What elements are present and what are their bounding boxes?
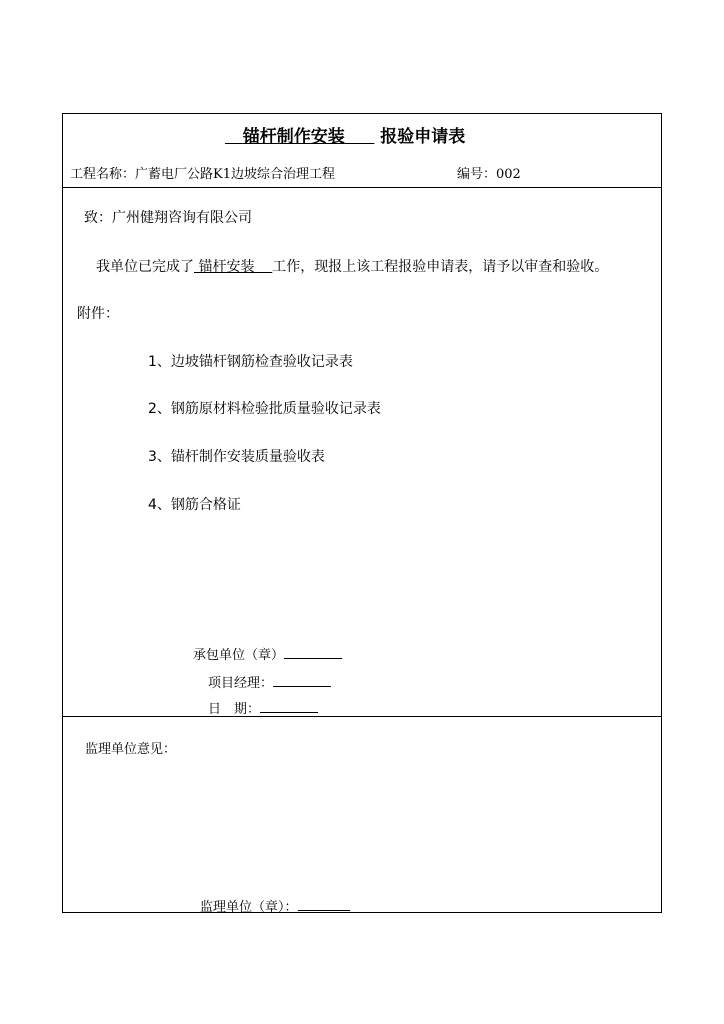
supervisor-seal-line — [200, 896, 350, 915]
section-divider — [62, 716, 662, 717]
attachment-item: 1、边坡锚杆钢筋检查验收记录表 — [148, 354, 353, 370]
statement-pre: 我单位已完成了 — [96, 259, 194, 275]
date-label: 日 期： — [208, 702, 261, 717]
project-name: 广蓄电厂公路K1边坡综合治理工程 — [135, 167, 335, 182]
date-blank — [260, 700, 318, 713]
statement — [96, 256, 608, 276]
project-line — [70, 163, 335, 182]
statement-work: 锚杆安装 — [198, 259, 255, 275]
date-line — [208, 698, 318, 717]
attachments-label: 附件： — [77, 306, 119, 322]
manager-line — [208, 672, 331, 691]
contractor-blank — [284, 646, 342, 659]
statement-post: 工作，现报上该工程报验申请表，请予以审查和验收。 — [272, 259, 609, 275]
contractor-label: 承包单位（章） — [193, 648, 285, 663]
number-value: 002 — [496, 167, 521, 182]
form-title — [225, 122, 465, 147]
project-label: 工程名称： — [70, 167, 136, 182]
manager-label: 项目经理： — [208, 676, 274, 691]
supervisor-opinion-label: 监理单位意见： — [85, 742, 177, 757]
contractor-line — [193, 644, 342, 663]
header-divider — [62, 187, 662, 188]
addressee — [84, 207, 252, 227]
number-line — [457, 163, 521, 182]
attachment-item: 3、锚杆制作安装质量验收表 — [148, 449, 325, 465]
to-label: 致： — [84, 210, 112, 226]
manager-blank — [273, 674, 331, 687]
attachment-item: 2、钢筋原材料检验批质量验收记录表 — [148, 401, 381, 417]
attachment-item: 4、钢筋合格证 — [148, 497, 241, 513]
title-suffix: 报验申请表 — [380, 127, 466, 147]
to-company: 广州健翔咨询有限公司 — [112, 210, 252, 226]
title-main: 锚杆制作安装 — [242, 127, 345, 147]
number-label: 编号： — [457, 167, 497, 182]
supervisor-seal-blank — [298, 898, 350, 911]
supervisor-seal-label: 监理单位（章）： — [200, 900, 298, 915]
